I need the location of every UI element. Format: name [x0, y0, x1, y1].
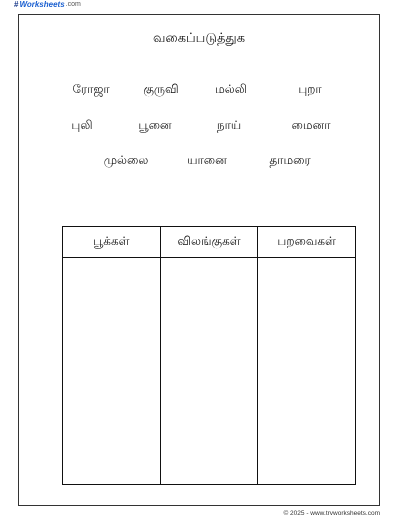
column-header-animals: விலங்குகள்: [160, 227, 258, 258]
word-item: புலி: [71, 118, 93, 132]
answer-cell-animals[interactable]: [160, 258, 258, 485]
word-item: மைனா: [291, 118, 331, 132]
answer-cell-birds[interactable]: [258, 258, 356, 485]
column-header-birds: பறவைகள்: [258, 227, 356, 258]
word-item: ரோஜா: [72, 82, 110, 96]
word-item: புறா: [298, 82, 322, 96]
word-item: தாமரை: [269, 153, 311, 167]
table-answer-row: [63, 258, 356, 485]
column-header-flowers: பூக்கள்: [63, 227, 161, 258]
logo-mark: #: [14, 0, 19, 9]
site-logo: [14, 0, 81, 10]
word-item: பூனை: [138, 118, 172, 132]
worksheet-frame: [18, 14, 380, 506]
answer-cell-flowers[interactable]: [63, 258, 161, 485]
word-item: யானை: [187, 153, 227, 167]
word-item: நாய்: [216, 118, 242, 132]
logo-word: Worksheets: [19, 0, 65, 9]
worksheet-title: வகைப்படுத்துக: [152, 31, 246, 46]
word-item: முல்லை: [103, 153, 149, 167]
word-item: குருவி: [143, 82, 179, 96]
table-header-row: [63, 227, 356, 258]
sorting-table: [62, 226, 356, 485]
logo-tld: .com: [65, 1, 81, 8]
copyright-footer: © 2025 - www.trvworksheets.com: [283, 510, 380, 517]
word-item: மல்லி: [215, 82, 247, 96]
